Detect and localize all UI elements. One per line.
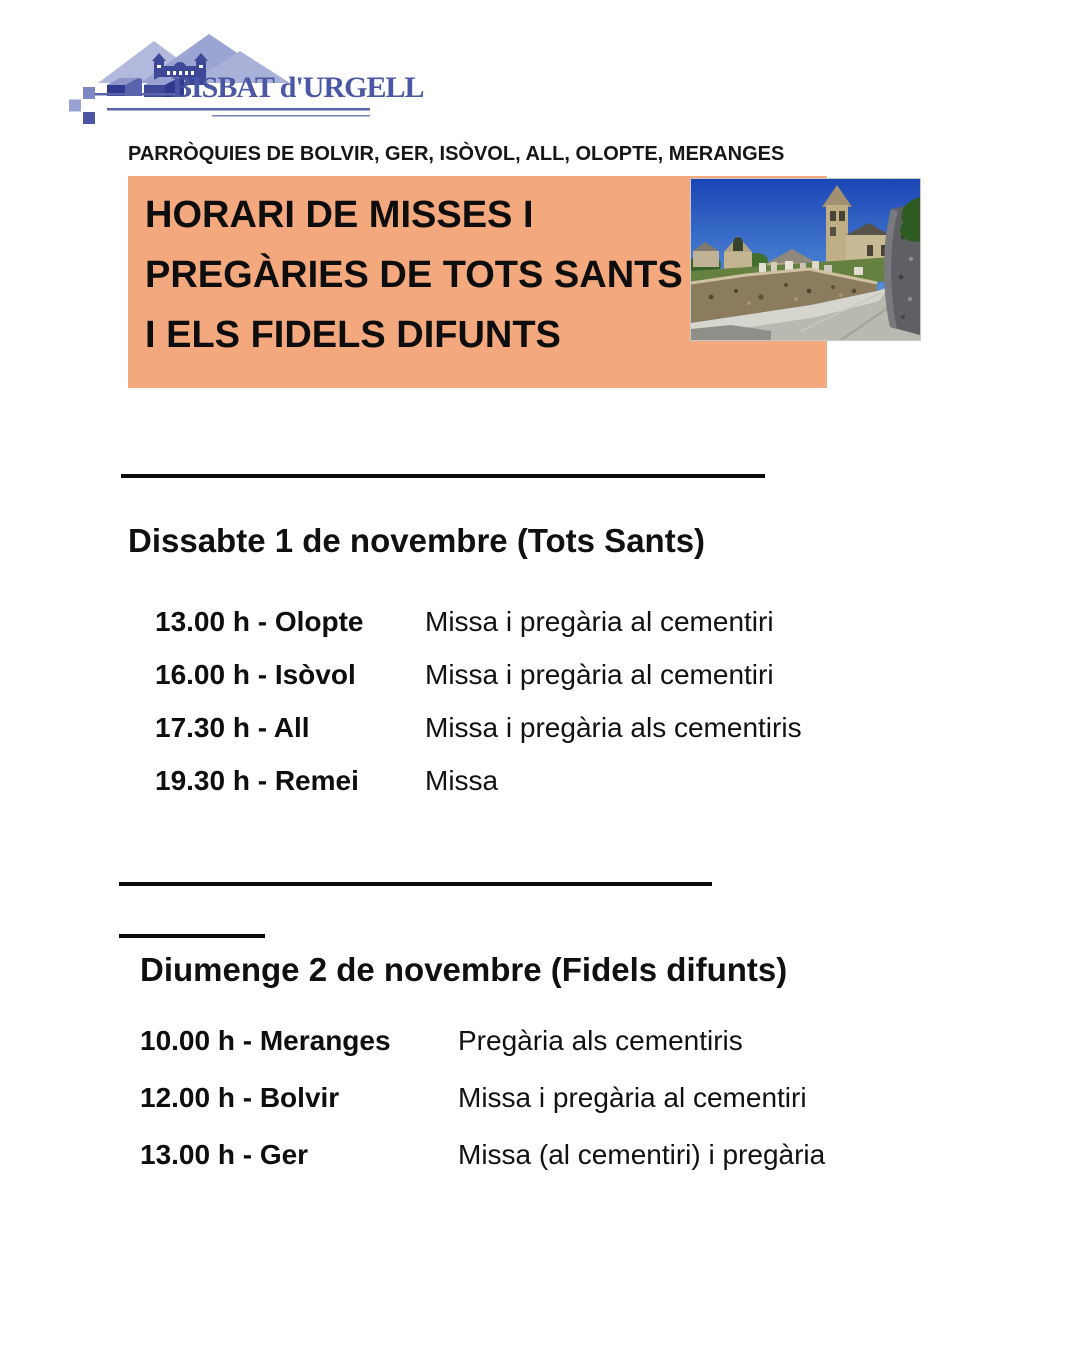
bisbat-urgell-logo [62,33,424,135]
schedule-detail: Missa i pregària als cementiris [425,711,802,743]
schedule-time: 10.00 h - Meranges [140,1024,391,1056]
heading-dissabte: Dissabte 1 de novembre (Tots Sants) [128,522,706,559]
church-photo-illustration [691,179,920,340]
schedule-detail: Missa i pregària al cementiri [425,658,774,690]
section-divider-2 [119,882,712,886]
section-divider-1 [121,474,765,478]
logo-wordmark: BISBAT d'URGELL [172,71,424,104]
church-cemetery-photo [690,178,921,341]
parishes-line: PARRÒQUIES DE BOLVIR, GER, ISÒVOL, ALL, OLOPTE, MERANGES [128,143,785,165]
schedule-row [155,595,802,648]
schedule-detail: Pregària als cementiris [458,1024,743,1056]
schedule-row [140,1012,825,1069]
schedule-saturday [155,595,802,807]
schedule-row [140,1069,825,1126]
schedule-row [140,1126,825,1183]
schedule-time: 12.00 h - Bolvir [140,1081,340,1113]
schedule-time: 16.00 h - Isòvol [155,658,356,690]
heading-diumenge: Diumenge 2 de novembre (Fidels difunts) [140,951,788,988]
schedule-detail: Missa (al cementiri) i pregària [458,1138,826,1170]
schedule-time: 19.30 h - Remei [155,764,359,796]
section-divider-2-short [119,934,265,938]
schedule-detail: Missa i pregària al cementiri [425,605,774,637]
schedule-detail: Missa i pregària al cementiri [458,1081,807,1113]
schedule-row [155,648,802,701]
schedule-detail: Missa [425,764,499,796]
title-line-3: I ELS FIDELS DIFUNTS [145,314,561,356]
title-line-1: HORARI DE MISSES I [145,194,534,236]
schedule-time: 13.00 h - Olopte [155,605,364,637]
schedule-time: 13.00 h - Ger [140,1138,309,1170]
schedule-row [155,754,802,807]
schedule-time: 17.30 h - All [155,711,310,743]
schedule-sunday [140,1012,825,1183]
title-line-2: PREGÀRIES DE TOTS SANTS [145,254,683,296]
schedule-row [155,701,802,754]
